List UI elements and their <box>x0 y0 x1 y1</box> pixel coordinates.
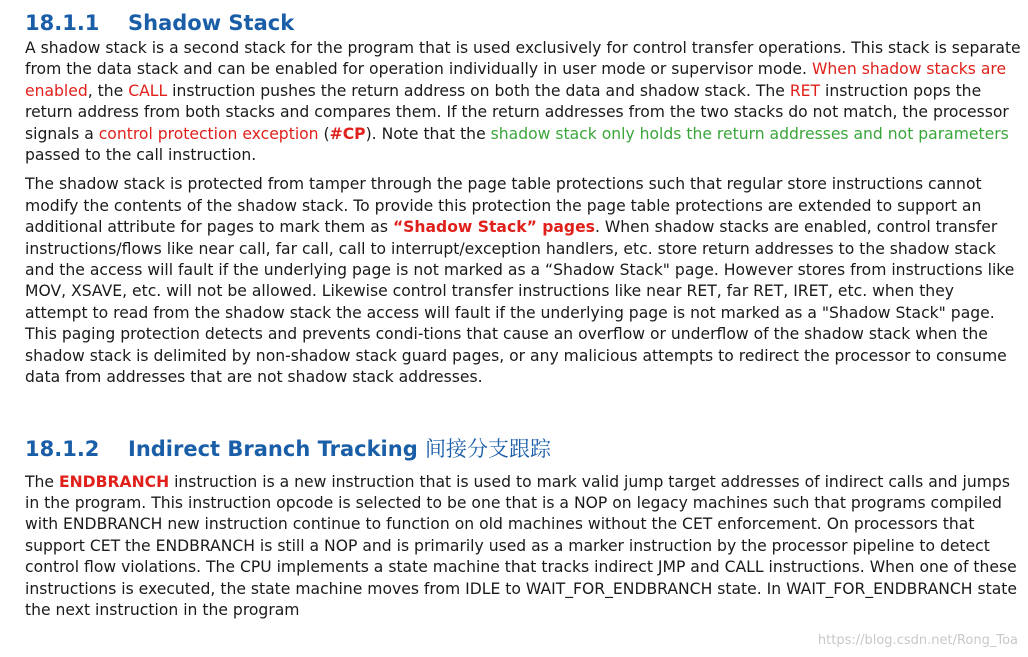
section-heading-indirect-branch-tracking <box>25 434 1021 464</box>
text-run: The <box>25 472 59 491</box>
spacer <box>25 389 1021 434</box>
section-number: 18.1.2 <box>25 436 100 461</box>
highlight-green: shadow stack only holds the return addresses and not parameters <box>490 124 1009 143</box>
section-heading-shadow-stack <box>25 8 1021 38</box>
paragraph-shadow-stack-intro <box>25 38 1021 166</box>
text-run: . When shadow stacks are enabled, control transfer instructions/flows like near call, far call, call to interrupt/exception handlers, etc. store return addresses to the shadow stack and the access will fault if the underlying page is not marked as a “Shadow Stack" page. However stores from instructions like MOV, XSAVE, etc. will not be allowed. Likewise control transfer instructions like near RET, far RET, IRET, etc. when they attempt to read from the shadow stack the access will fault if the underlying page is not marked as a "Shadow Stack" page. This paging protection detects and prevents condi-tions that cause an overflow or underflow of the shadow stack when the shadow stack is delimited by non-shadow stack guard pages, or any malicious attempts to redirect the processor to consume data from addresses that are not shadow stack addresses. <box>25 218 1015 387</box>
section-title-annotation: 间接分支跟踪 <box>425 436 552 461</box>
spacer <box>25 166 1021 174</box>
text-run: , the <box>87 81 129 100</box>
text-run: instruction is a new instruction that is used to mark valid jump target addresses of indirect calls and jumps in the program. This instruction opcode is selected to be one that is a NOP on legacy machines such that programs compiled with ENDBRANCH new instruction continue to function on old machines without the CET enforcement. On processors that support CET the ENDBRANCH is still a NOP and is primarily used as a marker instruction by the processor pipeline to detect control flow violations. The CPU implements a state machine that tracks indirect JMP and CALL instructions. When one of these instructions is executed, the state machine moves from IDLE to WAIT_FOR_ENDBRANCH state. In WAIT_FOR_ENDBRANCH state the next instruction in the program <box>25 472 1017 619</box>
text-run: A shadow stack is a second stack for the program that is used exclusively for control transfer operations. This stack is separate from the data stack and can be enabled for operation individually in user mode or supervisor mode. <box>25 39 1021 79</box>
text-run: passed to the call instruction. <box>25 146 257 165</box>
section-title: Shadow Stack <box>128 11 295 35</box>
text-run: instruction pops the return address from both stacks and compares them. If the return addresses from the two stacks do not match, the processor signals a <box>25 81 1009 143</box>
paragraph-shadow-stack-protection <box>25 174 1021 388</box>
highlight-red-bold: ENDBRANCH <box>58 472 170 491</box>
text-run: The shadow stack is protected from tamper through the page table protections such that regular store instructions cannot modify the contents of the shadow stack. To provide this protection the page table protections are extended to support an additional attribute for pages to mark them as <box>25 175 982 237</box>
highlight-red: RET <box>789 81 821 100</box>
watermark: https://blog.csdn.net/Rong_Toa <box>817 633 1018 648</box>
highlight-red: control protection exception <box>98 124 319 143</box>
text-run: ). Note that the <box>365 124 491 143</box>
highlight-red: CALL <box>128 81 168 100</box>
section-title: Indirect Branch Tracking <box>128 436 418 461</box>
highlight-red-bold: “Shadow Stack” pages <box>392 218 595 237</box>
highlight-red-bold: #CP <box>329 124 366 143</box>
document-page <box>25 8 1021 621</box>
highlight-red: When shadow stacks are enabled <box>25 60 1007 100</box>
section-number: 18.1.1 <box>25 11 100 35</box>
text-run: ( <box>318 124 330 143</box>
paragraph-endbranch <box>25 472 1021 622</box>
spacer <box>25 464 1021 472</box>
text-run: instruction pushes the return address on both the data and shadow stack. The <box>167 81 790 100</box>
